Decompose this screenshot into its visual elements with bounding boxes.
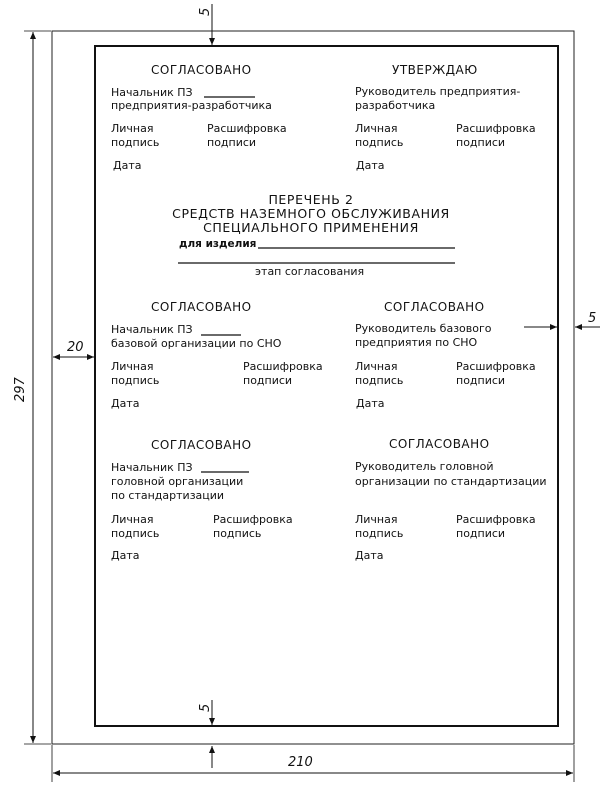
product-label: для изделия [179, 238, 257, 250]
block2-right-date-label: Дата [356, 397, 385, 410]
block1-left-line2: предприятия-разработчика [111, 99, 272, 112]
left-margin-label: 20 [67, 340, 84, 355]
block3-left-decode-label-1: Расшифровка [213, 513, 293, 526]
stage-caption: этап согласования [255, 265, 365, 278]
block2-right-sign-label-2: подпись [355, 374, 404, 387]
block1-left-decode-label-2: подписи [207, 136, 257, 149]
block2-right-decode-label-1: Расшифровка [456, 360, 536, 373]
title-line3: СПЕЦИАЛЬНОГО ПРИМЕНЕНИЯ [203, 220, 419, 235]
block1-right-sign-label-2: подпись [355, 136, 404, 149]
block3-left-date-label: Дата [111, 549, 140, 562]
block1-left-sign-label-2: подпись [111, 136, 160, 149]
block2-right-heading: СОГЛАСОВАНО [384, 300, 485, 314]
block1-right-sign-label-1: Личная [355, 122, 398, 135]
block1-left-sign-label-1: Личная [111, 122, 154, 135]
block2-left-decode-label-1: Расшифровка [243, 360, 323, 373]
block2-left-decode-label-2: подписи [243, 374, 293, 387]
right-margin-label: 5 [588, 311, 597, 326]
block3-right-decode-label-1: Расшифровка [456, 513, 536, 526]
block3-right-line1: Руководитель головной [355, 460, 494, 473]
block2-left-line1: Начальник ПЗ [111, 323, 193, 336]
block2-right-line1: Руководитель базового [355, 322, 492, 335]
block2-right-line2: предприятия по СНО [355, 336, 478, 349]
block3-right-sign-label-2: подпись [355, 527, 404, 540]
block1-right-decode-label-2: подписи [456, 136, 506, 149]
block2-left-sign-label-1: Личная [111, 360, 154, 373]
block3-right-date-label: Дата [355, 549, 384, 562]
block2-left-line2: базовой организации по СНО [111, 337, 282, 350]
block1-right-heading: УТВЕРЖДАЮ [392, 63, 478, 77]
block1-right-decode-label-1: Расшифровка [456, 122, 536, 135]
block3-left-sign-label-2: подпись [111, 527, 160, 540]
block3-left-line2: головной организации [111, 475, 244, 488]
block2-right-decode-label-2: подписи [456, 374, 506, 387]
block3-left-line1: Начальник ПЗ [111, 461, 193, 474]
block3-right-sign-label-1: Личная [355, 513, 398, 526]
block1-left-line1: Начальник ПЗ [111, 86, 193, 99]
block3-left-line3: по стандартизации [111, 489, 225, 502]
block1-left-decode-label-1: Расшифровка [207, 122, 287, 135]
block3-left-decode-label-2: подпись [213, 527, 262, 540]
block2-left-heading: СОГЛАСОВАНО [151, 300, 252, 314]
height-label: 297 [13, 377, 28, 402]
width-dimension [52, 745, 574, 782]
bottom-margin-label: 5 [198, 703, 213, 712]
block2-left-date-label: Дата [111, 397, 140, 410]
block1-left-date-label: Дата [113, 159, 142, 172]
block2-right-sign-label-1: Личная [355, 360, 398, 373]
block3-left-sign-label-1: Личная [111, 513, 154, 526]
title-line1: ПЕРЕЧЕНЬ 2 [268, 192, 354, 207]
block1-right-line2: разработчика [355, 99, 436, 112]
height-dimension [24, 31, 51, 744]
block2-left-sign-label-2: подпись [111, 374, 160, 387]
title-line2: СРЕДСТВ НАЗЕМНОГО ОБСЛУЖИВАНИЯ [172, 206, 450, 221]
block1-right-line1: Руководитель предприятия- [355, 85, 521, 98]
width-label: 210 [288, 755, 313, 770]
block1-left-heading: СОГЛАСОВАНО [151, 63, 252, 77]
block3-left-heading: СОГЛАСОВАНО [151, 438, 252, 452]
block1-right-date-label: Дата [356, 159, 385, 172]
block3-right-line2: организации по стандартизации [355, 475, 547, 488]
block3-right-heading: СОГЛАСОВАНО [389, 437, 490, 451]
top-margin-label: 5 [198, 7, 213, 16]
block3-right-decode-label-2: подписи [456, 527, 506, 540]
